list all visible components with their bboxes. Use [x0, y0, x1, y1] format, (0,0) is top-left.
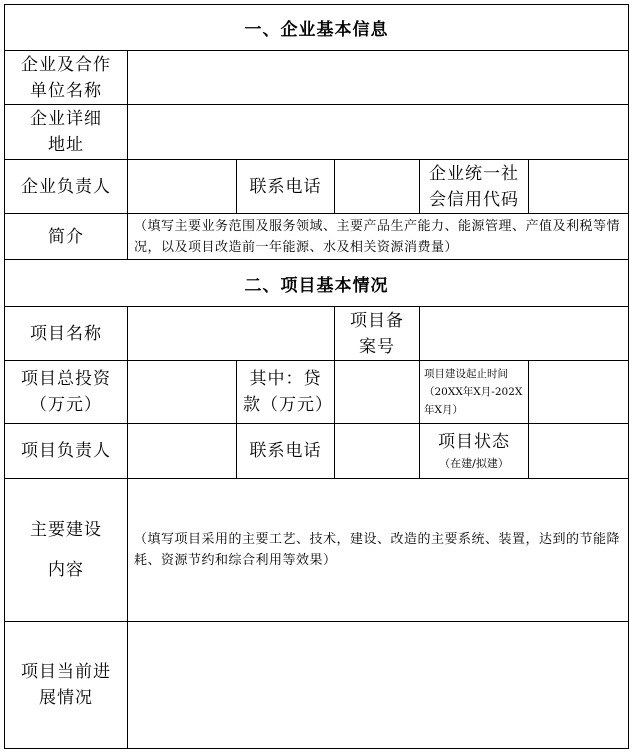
company-name-label: 企业及合作单位名称	[4, 50, 128, 105]
credit-code-label: 企业统一社会信用代码	[419, 159, 529, 214]
record-no-field[interactable]	[419, 306, 629, 361]
company-intro-label: 简介	[4, 213, 128, 260]
company-address-field[interactable]	[127, 104, 629, 160]
company-intro-field[interactable]: （填写主要业务范围及服务领域、主要产品生产能力、能源管理、产值及利税等情况，以及项目改造前一年能源、水及相关资源消费量）	[127, 213, 629, 260]
main-content-field[interactable]: （填写项目采用的主要工艺、技术，建设、改造的主要系统、装置，达到的节能降耗、资源节约和综合利用等效果）	[127, 478, 629, 622]
project-phone-field[interactable]	[334, 423, 420, 479]
period-field[interactable]	[528, 360, 629, 424]
section1-title: 一、企业基本信息	[4, 4, 629, 51]
project-status-title: 项目状态	[438, 432, 510, 452]
main-content-label-line1: 主要建设	[30, 520, 102, 540]
loan-field[interactable]	[334, 360, 420, 424]
record-no-label: 项目备案号	[334, 306, 420, 361]
project-name-label: 项目名称	[4, 306, 128, 361]
progress-label: 项目当前进展情况	[4, 621, 128, 749]
project-head-field[interactable]	[127, 423, 237, 479]
total-invest-field[interactable]	[127, 360, 237, 424]
project-phone-label: 联系电话	[236, 423, 335, 479]
main-content-label-line2: 内容	[48, 560, 84, 580]
project-name-field[interactable]	[127, 306, 335, 361]
application-form	[4, 4, 629, 749]
company-phone-field[interactable]	[334, 159, 420, 214]
main-content-label	[4, 478, 128, 622]
company-address-label: 企业详细地址	[4, 104, 128, 160]
company-phone-label: 联系电话	[236, 159, 335, 214]
company-name-field[interactable]	[127, 50, 629, 105]
loan-label: 其中：贷款（万元）	[236, 360, 335, 424]
credit-code-field[interactable]	[528, 159, 629, 214]
progress-field[interactable]	[127, 621, 629, 749]
company-head-label: 企业负责人	[4, 159, 128, 214]
section2-title: 二、项目基本情况	[4, 259, 629, 307]
company-head-field[interactable]	[127, 159, 237, 214]
project-head-label: 项目负责人	[4, 423, 128, 479]
project-status-field[interactable]	[528, 423, 629, 479]
project-status-sub: （在建/拟建）	[439, 457, 509, 470]
project-status-label	[419, 423, 529, 479]
total-invest-label: 项目总投资（万元）	[4, 360, 128, 424]
period-label: 项目建设起止时间（20XX年X月-202X年X月）	[419, 360, 529, 424]
